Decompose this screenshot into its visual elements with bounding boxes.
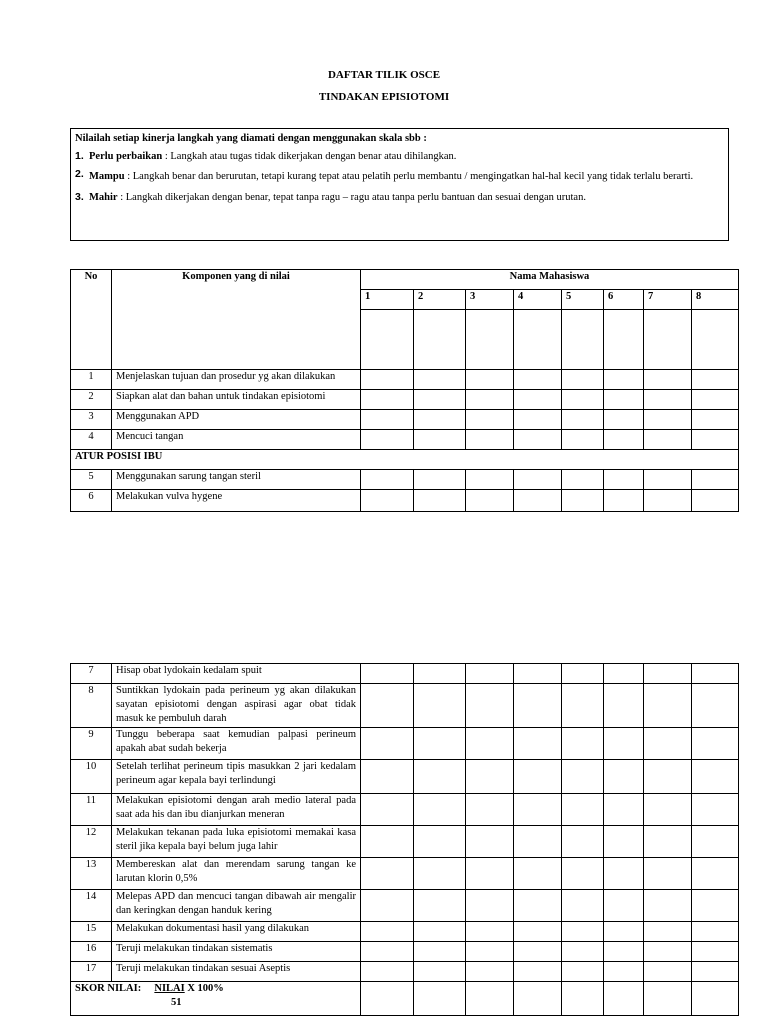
- score-cell[interactable]: [692, 890, 739, 922]
- score-cell[interactable]: [361, 430, 414, 450]
- score-cell[interactable]: [514, 430, 562, 450]
- score-label: SKOR NILAI:: [75, 983, 142, 994]
- score-cell[interactable]: [562, 430, 604, 450]
- score-cell[interactable]: [466, 684, 514, 728]
- score-cell[interactable]: [692, 794, 739, 826]
- score-cell[interactable]: [604, 826, 644, 858]
- score-cell[interactable]: [514, 826, 562, 858]
- row-number: 16: [71, 942, 112, 962]
- score-cell[interactable]: [514, 664, 562, 684]
- score-cell[interactable]: [414, 410, 466, 430]
- score-cell[interactable]: [604, 794, 644, 826]
- row-component: Melakukan dokumentasi hasil yang dilakukan: [112, 922, 361, 942]
- score-cell[interactable]: [414, 490, 466, 512]
- score-cell[interactable]: [514, 890, 562, 922]
- score-cell[interactable]: [361, 794, 414, 826]
- row-component: Menggunakan sarung tangan steril: [112, 470, 361, 490]
- score-cell[interactable]: [692, 470, 739, 490]
- score-cell[interactable]: [644, 370, 692, 390]
- score-cell[interactable]: [361, 470, 414, 490]
- score-cell[interactable]: [361, 370, 414, 390]
- score-cell[interactable]: [466, 826, 514, 858]
- table-row: [71, 942, 739, 962]
- score-cell[interactable]: [644, 858, 692, 890]
- score-cell[interactable]: [414, 942, 466, 962]
- student-number: 8: [692, 290, 739, 310]
- scale-term: Mahir: [89, 192, 118, 203]
- score-cell[interactable]: [604, 684, 644, 728]
- score-denominator: 51: [171, 997, 182, 1008]
- instructions-heading: Nilailah setiap kinerja langkah yang diamati dengan menggunakan skala sbb :: [75, 133, 427, 144]
- row-component: Tunggu beberapa saat kemudian palpasi perineum apakah abat sudah bekerja: [112, 728, 361, 760]
- score-cell[interactable]: [361, 410, 414, 430]
- table-row: [71, 684, 739, 728]
- table-row: [71, 728, 739, 760]
- header-component: Komponen yang di nilai: [112, 270, 361, 370]
- scale-description: : Langkah dikerjakan dengan benar, tepat tanpa ragu – ragu atau tanpa perlu bantuan dan sesuai dengan urutan.: [117, 192, 586, 203]
- score-cell[interactable]: [604, 664, 644, 684]
- score-cell[interactable]: [562, 490, 604, 512]
- score-cell[interactable]: [562, 728, 604, 760]
- row-number: 10: [71, 760, 112, 794]
- row-component: Menjelaskan tujuan dan prosedur yg akan dilakukan: [112, 370, 361, 390]
- score-cell[interactable]: [414, 390, 466, 410]
- score-cell[interactable]: [414, 794, 466, 826]
- assessment-table-part2: [70, 663, 739, 1016]
- score-cell[interactable]: [466, 430, 514, 450]
- score-cell[interactable]: [692, 826, 739, 858]
- score-cell[interactable]: [644, 760, 692, 794]
- row-number: 13: [71, 858, 112, 890]
- score-cell[interactable]: [644, 410, 692, 430]
- score-cell[interactable]: [514, 370, 562, 390]
- row-number: 1: [71, 370, 112, 390]
- student-number: 7: [644, 290, 692, 310]
- score-cell[interactable]: [644, 310, 692, 370]
- score-cell[interactable]: [692, 664, 739, 684]
- row-number: 12: [71, 826, 112, 858]
- section-label: ATUR POSISI IBU: [71, 450, 739, 470]
- row-number: 3: [71, 410, 112, 430]
- scale-description: : Langkah benar dan berurutan, tetapi kurang tepat atau pelatih perlu membantu / mengingatkan hal-hal kecil yang tidak terlalu berarti.: [124, 171, 694, 182]
- score-cell[interactable]: [562, 922, 604, 942]
- student-number: 5: [562, 290, 604, 310]
- score-cell[interactable]: [466, 410, 514, 430]
- score-cell[interactable]: [466, 728, 514, 760]
- score-cell[interactable]: [466, 390, 514, 410]
- row-number: 6: [71, 490, 112, 512]
- assessment-table-part1: [70, 269, 739, 512]
- row-number: 15: [71, 922, 112, 942]
- score-cell[interactable]: [466, 794, 514, 826]
- score-cell[interactable]: [466, 922, 514, 942]
- score-cell[interactable]: [692, 430, 739, 450]
- score-cell[interactable]: [466, 982, 514, 1016]
- score-cell[interactable]: [692, 858, 739, 890]
- score-cell[interactable]: [562, 962, 604, 982]
- score-cell[interactable]: [562, 410, 604, 430]
- table-row: [71, 490, 739, 512]
- score-cell[interactable]: [414, 858, 466, 890]
- score-cell[interactable]: [604, 890, 644, 922]
- score-cell[interactable]: [514, 858, 562, 890]
- row-component: Membereskan alat dan merendam sarung tangan ke larutan klorin 0,5%: [112, 858, 361, 890]
- score-cell[interactable]: [562, 982, 604, 1016]
- score-cell[interactable]: [466, 370, 514, 390]
- student-number: 3: [466, 290, 514, 310]
- score-cell[interactable]: [562, 664, 604, 684]
- score-cell[interactable]: [644, 728, 692, 760]
- score-cell[interactable]: [644, 470, 692, 490]
- instructions-box: [70, 128, 729, 241]
- row-component: Teruji melakukan tindakan sesuai Aseptis: [112, 962, 361, 982]
- score-cell[interactable]: [361, 922, 414, 942]
- score-cell[interactable]: [692, 962, 739, 982]
- table-row: [71, 430, 739, 450]
- table-row: [71, 962, 739, 982]
- score-cell[interactable]: [514, 410, 562, 430]
- score-cell[interactable]: [514, 684, 562, 728]
- table-row: [71, 664, 739, 684]
- score-cell[interactable]: [361, 962, 414, 982]
- table-row: [71, 390, 739, 410]
- score-cell[interactable]: [466, 310, 514, 370]
- table-row: [71, 858, 739, 890]
- student-number: 1: [361, 290, 414, 310]
- row-number: 11: [71, 794, 112, 826]
- document-subtitle: TINDAKAN EPISIOTOMI: [318, 91, 450, 103]
- score-cell[interactable]: [604, 310, 644, 370]
- score-cell[interactable]: [414, 470, 466, 490]
- score-cell[interactable]: [692, 310, 739, 370]
- row-component: Suntikkan lydokain pada perineum yg akan dilakukan sayatan episiotomi dengan aspirasi agar obat tidak masuk ke pembuluh darah: [112, 684, 361, 728]
- row-component: Melakukan episiotomi dengan arah medio lateral pada saat ada his dan ibu dianjurkan meneran: [112, 794, 361, 826]
- score-cell[interactable]: [562, 942, 604, 962]
- score-cell[interactable]: [466, 858, 514, 890]
- student-number: 6: [604, 290, 644, 310]
- row-number: 2: [71, 390, 112, 410]
- score-cell[interactable]: [604, 858, 644, 890]
- score-nilai: NILAI: [154, 983, 185, 994]
- table-row: [71, 760, 739, 794]
- score-multiplier: X 100%: [184, 983, 224, 994]
- score-cell[interactable]: [414, 890, 466, 922]
- score-cell[interactable]: [414, 664, 466, 684]
- table-row: [71, 922, 739, 942]
- score-cell[interactable]: [562, 470, 604, 490]
- score-row: [71, 982, 739, 1016]
- score-cell[interactable]: [361, 760, 414, 794]
- row-component: Teruji melakukan tindakan sistematis: [112, 942, 361, 962]
- score-cell[interactable]: [361, 490, 414, 512]
- score-cell[interactable]: [562, 794, 604, 826]
- scale-item: [75, 190, 724, 205]
- score-cell[interactable]: [361, 684, 414, 728]
- score-cell[interactable]: [692, 390, 739, 410]
- row-component: Setelah terlihat perineum tipis masukkan 2 jari kedalam perineum agar kepala bayi terlindungi: [112, 760, 361, 794]
- score-cell[interactable]: [644, 826, 692, 858]
- scale-term: Mampu: [89, 171, 125, 182]
- score-cell[interactable]: [361, 310, 414, 370]
- score-cell[interactable]: [604, 922, 644, 942]
- score-cell[interactable]: [692, 760, 739, 794]
- score-cell[interactable]: [644, 890, 692, 922]
- score-cell[interactable]: [692, 370, 739, 390]
- score-cell[interactable]: [514, 760, 562, 794]
- table-row: [71, 410, 739, 430]
- score-cell[interactable]: [514, 922, 562, 942]
- student-number: 4: [514, 290, 562, 310]
- score-cell[interactable]: [514, 728, 562, 760]
- score-cell[interactable]: [562, 890, 604, 922]
- score-cell[interactable]: [414, 982, 466, 1016]
- score-cell[interactable]: [644, 430, 692, 450]
- score-cell[interactable]: [604, 982, 644, 1016]
- score-cell[interactable]: [644, 490, 692, 512]
- score-cell[interactable]: [414, 684, 466, 728]
- table-row: [71, 470, 739, 490]
- score-cell[interactable]: [604, 470, 644, 490]
- score-cell[interactable]: [604, 728, 644, 760]
- score-cell[interactable]: [562, 390, 604, 410]
- scale-number: 2.: [75, 168, 84, 180]
- score-cell[interactable]: [562, 370, 604, 390]
- table-row: [71, 794, 739, 826]
- row-number: 4: [71, 430, 112, 450]
- score-cell[interactable]: [514, 962, 562, 982]
- row-number: 7: [71, 664, 112, 684]
- row-component: Siapkan alat dan bahan untuk tindakan episiotomi: [112, 390, 361, 410]
- score-cell[interactable]: [466, 942, 514, 962]
- score-cell[interactable]: [514, 390, 562, 410]
- score-cell[interactable]: [514, 982, 562, 1016]
- score-cell[interactable]: [644, 982, 692, 1016]
- score-cell[interactable]: [361, 982, 414, 1016]
- score-cell[interactable]: [514, 470, 562, 490]
- score-cell[interactable]: [514, 490, 562, 512]
- table-row: [71, 826, 739, 858]
- score-cell[interactable]: [466, 470, 514, 490]
- score-cell[interactable]: [644, 684, 692, 728]
- score-cell[interactable]: [414, 962, 466, 982]
- student-number: 2: [414, 290, 466, 310]
- score-cell[interactable]: [692, 922, 739, 942]
- row-component: Melepas APD dan mencuci tangan dibawah air mengalir dan keringkan dengan handuk kering: [112, 890, 361, 922]
- score-cell[interactable]: [604, 410, 644, 430]
- score-cell[interactable]: [604, 490, 644, 512]
- section-row: [71, 450, 739, 470]
- score-cell[interactable]: [562, 760, 604, 794]
- score-cell[interactable]: [414, 728, 466, 760]
- table-row: [71, 370, 739, 390]
- header-student-names: Nama Mahasiswa: [361, 270, 739, 290]
- row-number: 8: [71, 684, 112, 728]
- score-cell[interactable]: [562, 684, 604, 728]
- score-cell[interactable]: [361, 390, 414, 410]
- score-cell[interactable]: [466, 890, 514, 922]
- score-cell[interactable]: [644, 794, 692, 826]
- score-formula: [71, 982, 361, 1016]
- scale-number: 3.: [75, 191, 84, 203]
- score-cell[interactable]: [644, 922, 692, 942]
- score-cell[interactable]: [414, 760, 466, 794]
- row-component: Mencuci tangan: [112, 430, 361, 450]
- score-cell[interactable]: [361, 890, 414, 922]
- score-cell[interactable]: [644, 962, 692, 982]
- row-component: Melakukan vulva hygene: [112, 490, 361, 512]
- score-cell[interactable]: [692, 490, 739, 512]
- score-cell[interactable]: [361, 664, 414, 684]
- score-cell[interactable]: [692, 684, 739, 728]
- score-cell[interactable]: [604, 390, 644, 410]
- row-number: 17: [71, 962, 112, 982]
- row-component: Menggunakan APD: [112, 410, 361, 430]
- score-cell[interactable]: [562, 310, 604, 370]
- score-cell[interactable]: [604, 430, 644, 450]
- row-component: Melakukan tekanan pada luka episiotomi memakai kasa steril jika kepala bayi belum juga lahir: [112, 826, 361, 858]
- row-number: 9: [71, 728, 112, 760]
- score-cell[interactable]: [414, 826, 466, 858]
- score-cell[interactable]: [466, 664, 514, 684]
- score-cell[interactable]: [414, 430, 466, 450]
- scale-number: 1.: [75, 150, 84, 162]
- row-number: 5: [71, 470, 112, 490]
- score-cell[interactable]: [604, 370, 644, 390]
- score-cell[interactable]: [466, 962, 514, 982]
- scale-term: Perlu perbaikan: [89, 151, 163, 162]
- score-cell[interactable]: [562, 826, 604, 858]
- header-no: No: [71, 270, 112, 370]
- scale-item: [75, 167, 724, 187]
- score-cell[interactable]: [514, 310, 562, 370]
- row-number: 14: [71, 890, 112, 922]
- score-cell[interactable]: [466, 490, 514, 512]
- score-cell[interactable]: [414, 370, 466, 390]
- score-cell[interactable]: [361, 728, 414, 760]
- score-cell[interactable]: [692, 982, 739, 1016]
- score-cell[interactable]: [361, 826, 414, 858]
- document-title: DAFTAR TILIK OSCE: [327, 69, 441, 81]
- score-cell[interactable]: [414, 922, 466, 942]
- score-cell[interactable]: [466, 760, 514, 794]
- score-cell[interactable]: [514, 794, 562, 826]
- score-cell[interactable]: [361, 942, 414, 962]
- score-cell[interactable]: [604, 760, 644, 794]
- score-cell[interactable]: [604, 962, 644, 982]
- score-cell[interactable]: [644, 942, 692, 962]
- scale-item: [75, 149, 724, 164]
- score-cell[interactable]: [692, 410, 739, 430]
- score-cell[interactable]: [361, 858, 414, 890]
- score-cell[interactable]: [604, 942, 644, 962]
- scale-description: : Langkah atau tugas tidak dikerjakan dengan benar atau dihilangkan.: [162, 151, 457, 162]
- row-component: Hisap obat lydokain kedalam spuit: [112, 664, 361, 684]
- score-cell[interactable]: [562, 858, 604, 890]
- score-cell[interactable]: [414, 310, 466, 370]
- score-cell[interactable]: [644, 390, 692, 410]
- score-cell[interactable]: [692, 728, 739, 760]
- table-row: [71, 890, 739, 922]
- score-cell[interactable]: [644, 664, 692, 684]
- score-cell[interactable]: [514, 942, 562, 962]
- score-cell[interactable]: [692, 942, 739, 962]
